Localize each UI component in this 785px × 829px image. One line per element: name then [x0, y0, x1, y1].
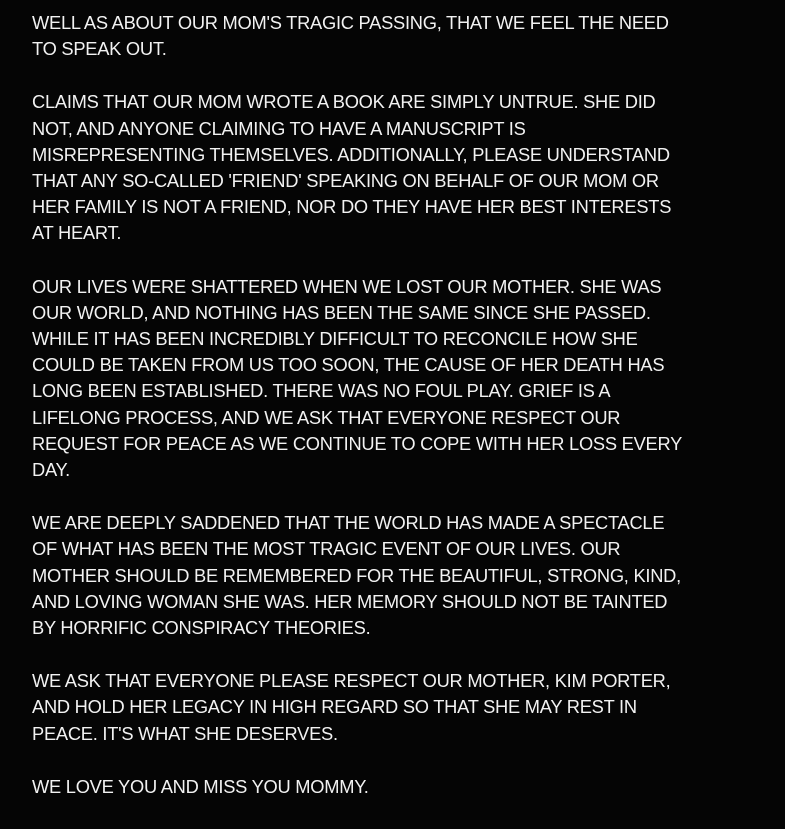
- statement-paragraph: WE ARE DEEPLY SADDENED THAT THE WORLD HAS MADE A SPECTACLE OF WHAT HAS BEEN THE MOST TRAGIC EVENT OF OUR LIVES. OUR MOTHER SHOULD BE REMEMBERED FOR THE BEAUTIFUL, STRONG, KIND, AND LOVING WOMAN SHE WAS. HER MEMORY SHOULD NOT BE TAINTED BY HORRIFIC CONSPIRACY THEORIES.: [32, 512, 681, 639]
- statement-paragraph: CLAIMS THAT OUR MOM WROTE A BOOK ARE SIMPLY UNTRUE. SHE DID NOT, AND ANYONE CLAIMING TO HAVE A MANUSCRIPT IS MISREPRESENTING THEMSELVES. ADDITIONALLY, PLEASE UNDERSTAND THAT ANY SO-CALLED 'FRIEND' SPEAKING ON BEHALF OF OUR MOM OR HER FAMILY IS NOT A FRIEND, NOR DO THEY HAVE HER BEST INTERESTS AT HEART.: [32, 91, 672, 244]
- statement-paragraph: OUR LIVES WERE SHATTERED WHEN WE LOST OUR MOTHER. SHE WAS OUR WORLD, AND NOTHING HAS BEEN THE SAME SINCE SHE PASSED. WHILE IT HAS BEEN INCREDIBLY DIFFICULT TO RECONCILE HOW SHE COULD BE TAKEN FROM US TOO SOON, THE CAUSE OF HER DEATH HAS LONG BEEN ESTABLISHED. THERE WAS NO FOUL PLAY. GRIEF IS A LIFELONG PROCESS, AND WE ASK THAT EVERYONE RESPECT OUR REQUEST FOR PEACE AS WE CONTINUE TO COPE WITH HER LOSS EVERY DAY.: [32, 275, 683, 481]
- statement-paragraph: WE ASK THAT EVERYONE PLEASE RESPECT OUR MOTHER, KIM PORTER, AND HOLD HER LEGACY IN HIGH REGARD SO THAT SHE MAY REST IN PEACE. IT'S WHAT SHE DESERVES.: [32, 670, 671, 744]
- statement-paragraph: WELL AS ABOUT OUR MOM'S TRAGIC PASSING, THAT WE FEEL THE NEED TO SPEAK OUT.: [32, 12, 669, 60]
- statement-closing: WE LOVE YOU AND MISS YOU MOMMY.: [32, 775, 369, 797]
- statement-body: [32, 10, 755, 800]
